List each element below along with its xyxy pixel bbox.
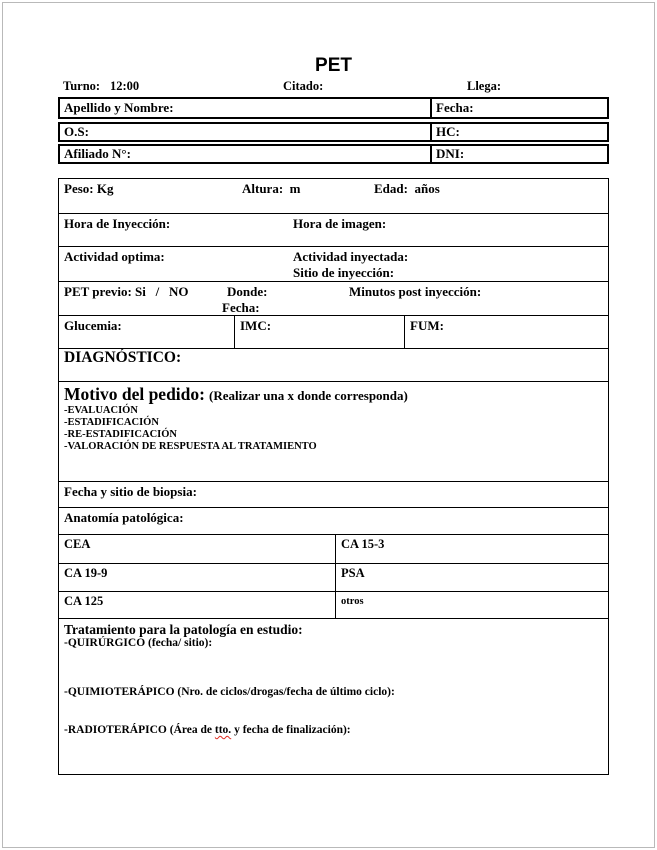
motivo-subtitle: (Realizar una x donde corresponda) bbox=[208, 388, 408, 403]
motivo-title-line bbox=[64, 384, 608, 405]
fecha-previo-label: Fecha: bbox=[222, 300, 260, 315]
motivo-options-list bbox=[64, 405, 608, 453]
minutos-post-label: Minutos post inyección: bbox=[349, 284, 482, 299]
study-table bbox=[58, 178, 609, 775]
biopsy-row bbox=[59, 481, 608, 507]
prior-pet-row bbox=[59, 281, 608, 315]
option-estadificacion: -ESTADIFICACIÓN bbox=[64, 417, 159, 428]
afiliado-field: Afiliado N°: bbox=[64, 146, 131, 161]
llega-label: Llega: bbox=[467, 79, 502, 93]
tumor-marker-row-1 bbox=[59, 534, 608, 563]
hc-field: HC: bbox=[430, 124, 607, 140]
apellido-nombre-field: Apellido y Nombre: bbox=[64, 100, 174, 115]
quimioterapico-item: -QUIMIOTERÁPICO (Nro. de ciclos/drogas/fecha de último ciclo): bbox=[64, 686, 395, 698]
ca19-9-field: CA 19-9 bbox=[64, 566, 108, 580]
psa-field: PSA bbox=[335, 564, 608, 591]
table-row-os-hc bbox=[58, 122, 609, 142]
imc-field: IMC: bbox=[234, 316, 404, 348]
document-page bbox=[2, 2, 655, 848]
glucemia-field: Glucemia: bbox=[64, 318, 122, 333]
biopsia-label: Fecha y sitio de biopsia: bbox=[64, 484, 197, 499]
tumor-marker-row-2 bbox=[59, 563, 608, 591]
option-evaluacion: -EVALUACIÓN bbox=[64, 405, 138, 416]
radioterapico-text-post: y fecha de finalización): bbox=[231, 724, 351, 736]
motivo-title: Motivo del pedido: bbox=[64, 384, 205, 404]
pathology-row bbox=[59, 507, 608, 534]
diagnosis-row bbox=[59, 348, 608, 381]
citado-label: Citado: bbox=[283, 79, 324, 93]
pet-previo-label: PET previo: Si / NO bbox=[64, 284, 189, 299]
patient-info-table bbox=[58, 97, 609, 164]
option-re-estadificacion: -RE-ESTADIFICACIÓN bbox=[64, 429, 177, 440]
fecha-field: Fecha: bbox=[430, 99, 607, 117]
otros-field: otros bbox=[335, 592, 608, 618]
peso-label: Peso: Kg bbox=[64, 181, 114, 196]
os-field: O.S: bbox=[64, 124, 89, 139]
activity-row bbox=[59, 246, 608, 281]
injection-image-time-row bbox=[59, 213, 608, 246]
edad-label: Edad: años bbox=[374, 181, 440, 196]
dni-field: DNI: bbox=[430, 146, 607, 162]
table-row-name-fecha bbox=[58, 97, 609, 119]
page-title: PET bbox=[315, 55, 352, 76]
turno-value: 12:00 bbox=[110, 79, 140, 93]
radioterapico-spellcheck-word: tto. bbox=[214, 724, 232, 736]
weight-height-age-row bbox=[59, 179, 608, 213]
quirurgico-item: -QUIRÚRGICO (fecha/ sitio): bbox=[64, 637, 213, 649]
fum-field: FUM: bbox=[404, 316, 608, 348]
radioterapico-text-pre: -RADIOTERÁPICO (Área de bbox=[64, 724, 215, 736]
altura-label: Altura: m bbox=[242, 181, 301, 196]
option-valoracion: -VALORACIÓN DE RESPUESTA AL TRATAMIENTO bbox=[64, 441, 317, 452]
actividad-optima-label: Actividad optima: bbox=[64, 249, 165, 264]
diagnostico-label: DIAGNÓSTICO: bbox=[64, 349, 182, 366]
request-reason-row bbox=[59, 381, 608, 481]
radioterapico-item bbox=[64, 724, 608, 737]
sitio-inyeccion-label: Sitio de inyección: bbox=[293, 265, 395, 280]
cea-field: CEA bbox=[64, 537, 91, 551]
table-row-afiliado-dni bbox=[58, 144, 609, 164]
ca125-field: CA 125 bbox=[64, 594, 104, 608]
activity-right-stack bbox=[293, 249, 408, 281]
hora-inyeccion-label: Hora de Inyección: bbox=[64, 216, 171, 231]
ca15-3-field: CA 15-3 bbox=[335, 535, 608, 563]
form-content bbox=[58, 56, 609, 775]
turno-label: Turno: bbox=[63, 79, 101, 93]
tumor-marker-row-3 bbox=[59, 591, 608, 618]
actividad-inyectada-label: Actividad inyectada: bbox=[293, 249, 409, 264]
tratamiento-title: Tratamiento para la patología en estudio: bbox=[64, 622, 303, 637]
donde-label: Donde: bbox=[227, 284, 268, 299]
hora-imagen-label: Hora de imagen: bbox=[293, 216, 387, 231]
anatomia-label: Anatomía patológica: bbox=[64, 510, 184, 525]
appointment-meta-row bbox=[58, 76, 609, 97]
treatment-row bbox=[59, 618, 608, 774]
